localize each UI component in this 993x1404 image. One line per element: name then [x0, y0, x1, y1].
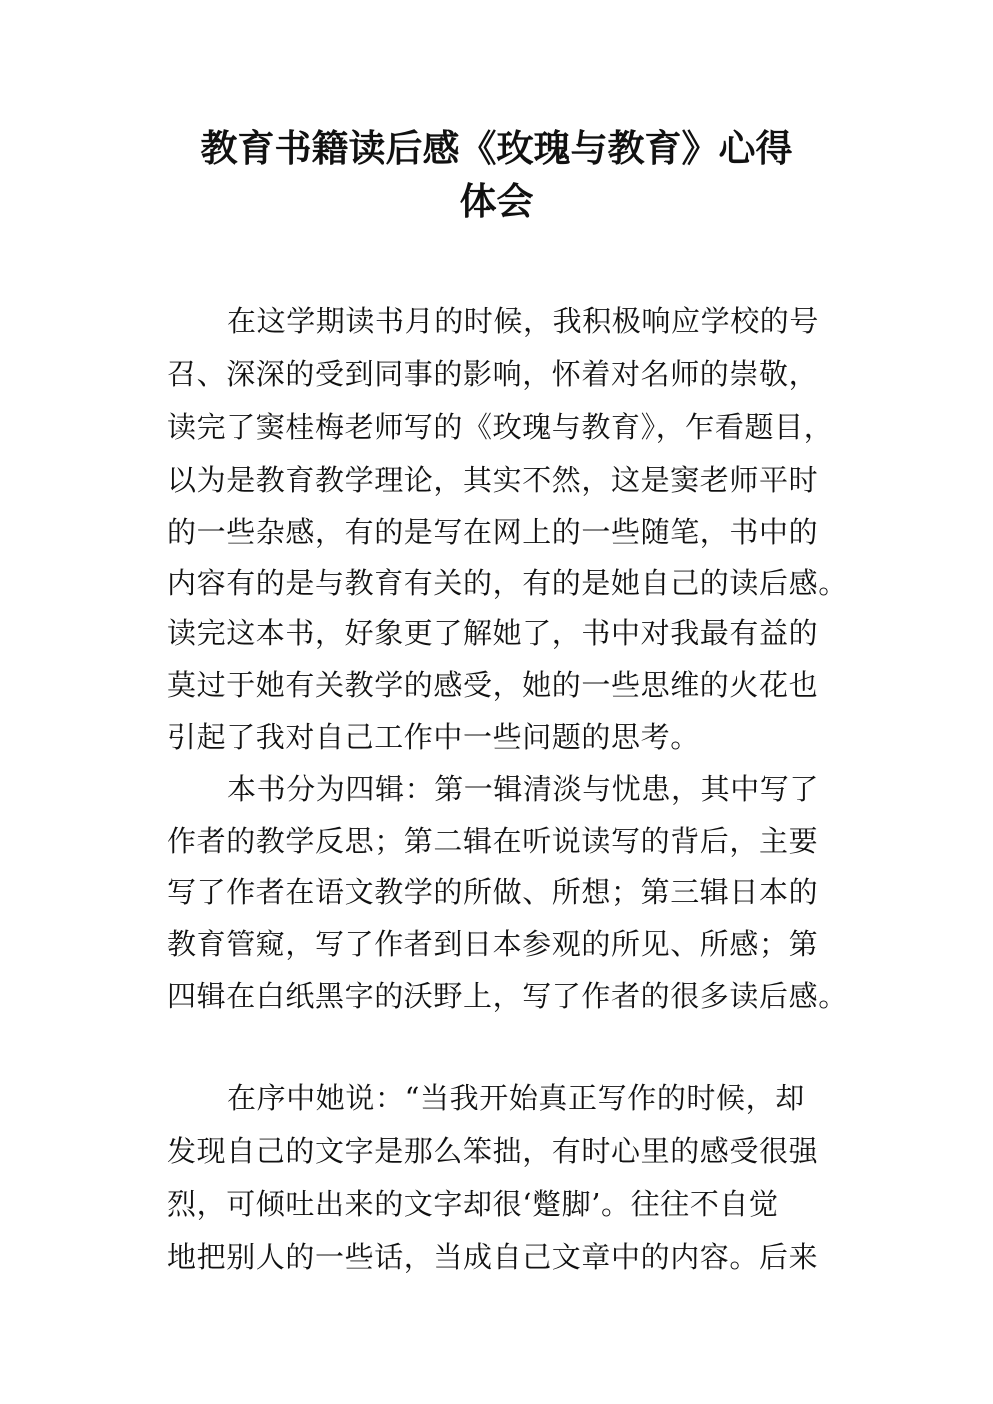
text-line: 教育管窥，写了作者到日本参观的所见、所感；第: [167, 927, 819, 961]
text-line: 烈，可倾吐出来的文字却很‘蹩脚’。往往不自觉: [167, 1187, 779, 1221]
text-line: 莫过于她有关教学的感受，她的一些思维的火花也: [167, 668, 819, 702]
text-line: 以为是教育教学理论，其实不然，这是窦老师平时: [167, 463, 819, 497]
text-line: 内容有的是与教育有关的，有的是她自己的读后感。: [167, 566, 848, 600]
text-line: 四辑在白纸黑字的沃野上，写了作者的很多读后感。: [167, 979, 848, 1013]
text-line: 本书分为四辑：第一辑清淡与忧患，其中写了: [227, 772, 820, 806]
text-line: 发现自己的文字是那么笨拙，有时心里的感受很强: [167, 1134, 819, 1168]
document-title-line-1: 教育书籍读后感《玫瑰与教育》心得: [200, 127, 793, 170]
text-line: 召、深深的受到同事的影响，怀着对名师的崇敬，: [167, 357, 819, 391]
text-line: 引起了我对自己工作中一些问题的思考。: [167, 720, 700, 754]
document-title-line-2: 体会: [459, 180, 534, 223]
text-line: 的一些杂感，有的是写在网上的一些随笔，书中的: [167, 515, 819, 549]
text-line: 地把别人的一些话，当成自己文章中的内容。后来: [167, 1240, 819, 1274]
text-line: 读完了窦桂梅老师写的《玫瑰与教育》，乍看题目，: [167, 410, 834, 444]
text-line: 读完这本书，好象更了解她了，书中对我最有益的: [167, 616, 819, 650]
text-line: 写了作者在语文教学的所做、所想；第三辑日本的: [167, 875, 819, 909]
text-line: 在这学期读书月的时候，我积极响应学校的号: [227, 304, 820, 338]
text-line: 作者的教学反思；第二辑在听说读写的背后，主要: [167, 824, 819, 858]
text-line: 在序中她说：“当我开始真正写作的时候，却: [227, 1081, 805, 1115]
